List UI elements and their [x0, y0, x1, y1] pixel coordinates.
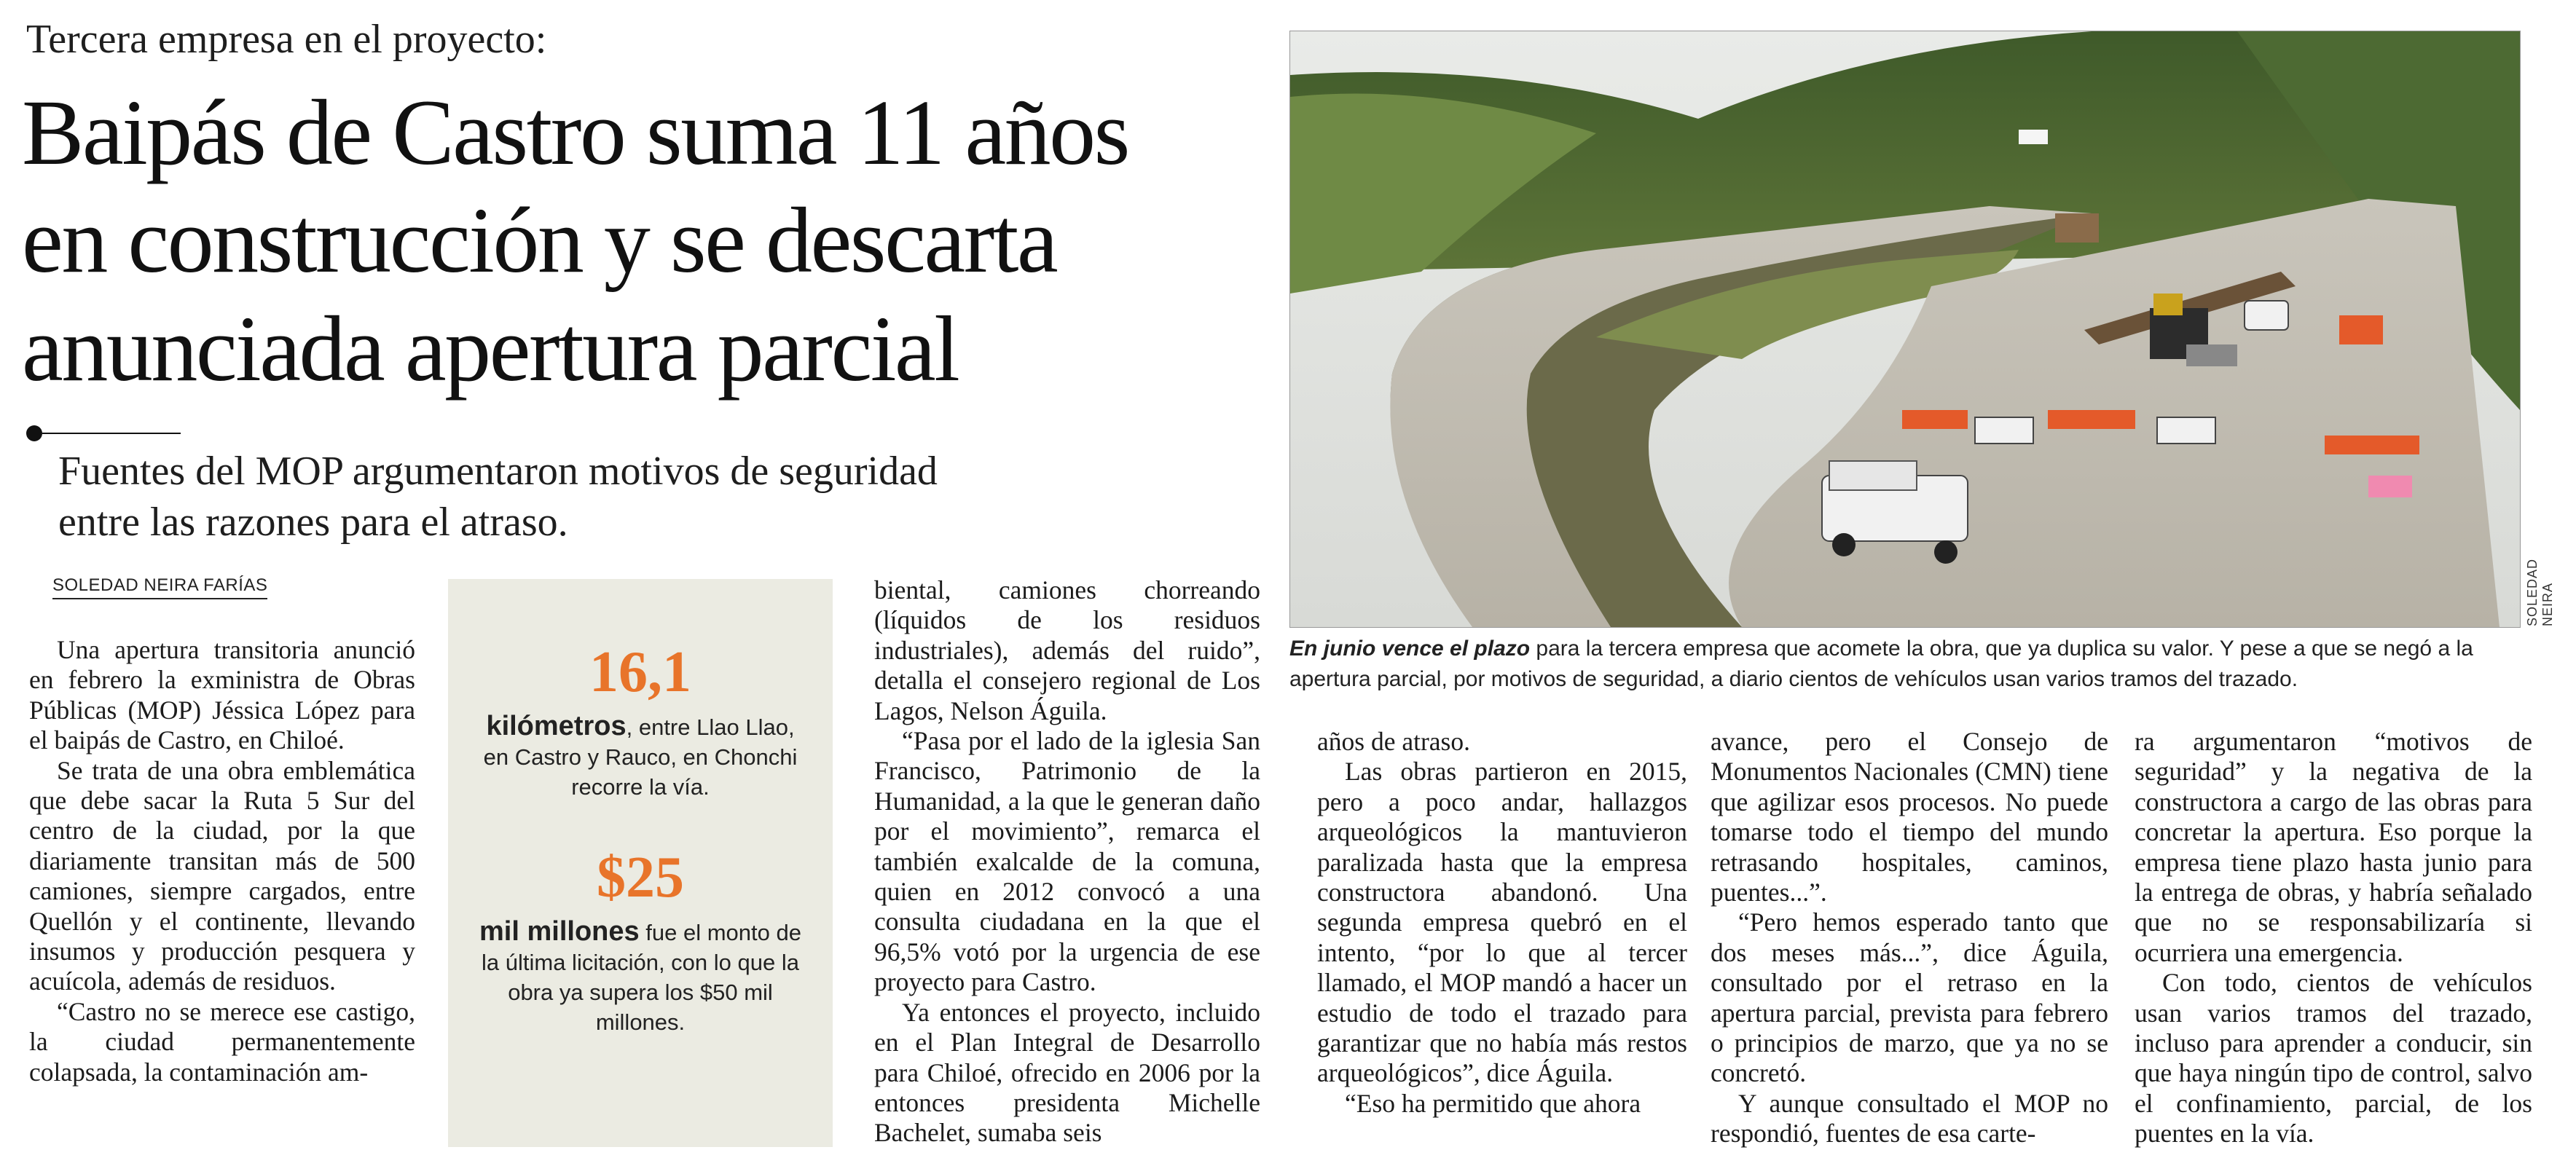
stat-number: 16,1 — [589, 640, 691, 704]
paragraph: “Eso ha permitido que ahora — [1345, 1088, 1641, 1118]
stat-description — [477, 712, 804, 802]
paragraph: avance, pero el Consejo de Monumentos Nacionales (CMN) tiene que agilizar esos procesos. No puede tomarse todo el tiempo del mundo retrasando hospitales, caminos, puentes...”. — [1711, 727, 2108, 907]
stat-number: $25 — [597, 846, 684, 910]
paragraph: “Pasa por el lado de la iglesia San Francisco, Patrimonio de la Humanidad, a la que le generan daño por el movimiento”, remarca el también exalcalde de la comuna, quien en 2012 convocó a una consulta ciudadana en la que el 96,5% votó por la urgencia de ese proyecto para Castro. — [874, 726, 1260, 997]
paragraph: Se trata de una obra emblemática que debe sacar la Ruta 5 Sur del centro de la ciudad, por la que diariamente transitan más de 500 camiones, siempre cargados, entre Quellón y el continente, llevando insumos y producción pesquera y acuícola, además de residuos. — [29, 755, 415, 996]
subhead-bullet — [26, 425, 42, 441]
caption-text: para la tercera empresa que acomete la obra, que ya duplica su valor. Y pese a que se negó a la apertura parcial, por motivos de seguridad, a diario cientos de vehículos usan varios tramos del trazado. — [1289, 637, 2473, 691]
byline: SOLEDAD NEIRA FARÍAS — [52, 575, 267, 599]
paragraph: biental, camiones chorreando (líquidos de los residuos industriales), además del ruido”, detalla el consejero regional de Los Lagos, Nelson Águila. — [874, 575, 1260, 725]
body-column-1 — [29, 635, 415, 1087]
stats-sidebar — [448, 579, 833, 1147]
paragraph: Una apertura transitoria anunció en febrero la exministra de Obras Públicas (MOP) Jéssica López para el baipás de Castro, en Chiloé. — [29, 635, 415, 755]
caption-lead: En junio vence el plazo — [1289, 637, 1531, 661]
body-column-5 — [2135, 727, 2532, 1149]
paragraph: años de atraso. — [1317, 727, 1470, 756]
stat-text: fue el monto de la última licitación, con lo que la obra ya supera los $50 mil millones. — [482, 920, 801, 1035]
paragraph: Las obras partieron en 2015, pero a poco andar, hallazgos arqueológicos la mantuvieron paralizada hasta que la empresa constructora abandonó. Una segunda empresa quebró en el intento, “por lo que al tercer llamado, el MOP mandó a hacer un estudio de todo el trazado para garantizar que no había más restos arqueológicos”, dice Águila. — [1317, 757, 1687, 1088]
stat-label: mil millones — [479, 916, 640, 947]
paragraph: ra argumentaron “motivos de seguridad” y la negativa de la constructora a cargo de las obras para concretar la apertura. Eso porque la empresa tiene plazo hasta junio para la entrega de obras, y habría señalado que no se responsabilizaría si ocurriera una emergencia. — [2135, 727, 2532, 967]
article-headline — [22, 79, 1275, 403]
stat-block-cost — [477, 848, 804, 1037]
photo-caption — [1289, 634, 2528, 695]
subhead-line: entre las razones para el atraso. — [58, 500, 568, 545]
headline-line: en construcción y se descarta — [22, 189, 1057, 293]
headline-line: Baipás de Castro suma 11 años — [22, 81, 1128, 184]
stat-block-km — [477, 640, 804, 802]
stat-text: , entre Llao Llao, en Castro y Rauco, en Chonchi recorre la vía. — [483, 714, 798, 800]
subhead-rule — [42, 433, 181, 434]
article-kicker: Tercera empresa en el proyecto: — [26, 17, 547, 62]
photo-credit: SOLEDAD NEIRA — [2525, 558, 2555, 626]
subhead-line: Fuentes del MOP argumentaron motivos de seguridad — [58, 449, 938, 494]
stat-label: kilómetros — [486, 711, 627, 741]
road-construction-photo — [1289, 31, 2521, 628]
paragraph: Con todo, cientos de vehículos usan varios tramos del trazado, incluso para aprender a conducir, sin que haya ningún tipo de control, salvo el confinamiento, parcial, de los puentes en la vía. — [2135, 968, 2532, 1149]
body-column-3 — [1317, 727, 1687, 1119]
headline-line: anunciada apertura parcial — [22, 296, 959, 401]
body-column-4 — [1711, 727, 2108, 1149]
paragraph: “Pero hemos esperado tanto que dos meses más...”, dice Águila, consultado por el retraso en la apertura parcial, prevista para febrero o principios de marzo, que ya no se concretó. — [1711, 907, 2108, 1088]
article-subhead — [58, 446, 1136, 548]
paragraph: Ya entonces el proyecto, incluido en el Plan Integral de Desarrollo para Chiloé, ofrecido en 2006 por la entonces presidenta Michelle Bachelet, sumaba seis — [874, 997, 1260, 1148]
paragraph: Y aunque consultado el MOP no respondió, fuentes de esa carte- — [1711, 1088, 2108, 1149]
stat-description — [477, 917, 804, 1037]
body-column-2 — [874, 575, 1260, 1149]
paragraph: “Castro no se merece ese castigo, la ciudad permanentemente colapsada, la contaminación am- — [29, 996, 415, 1087]
